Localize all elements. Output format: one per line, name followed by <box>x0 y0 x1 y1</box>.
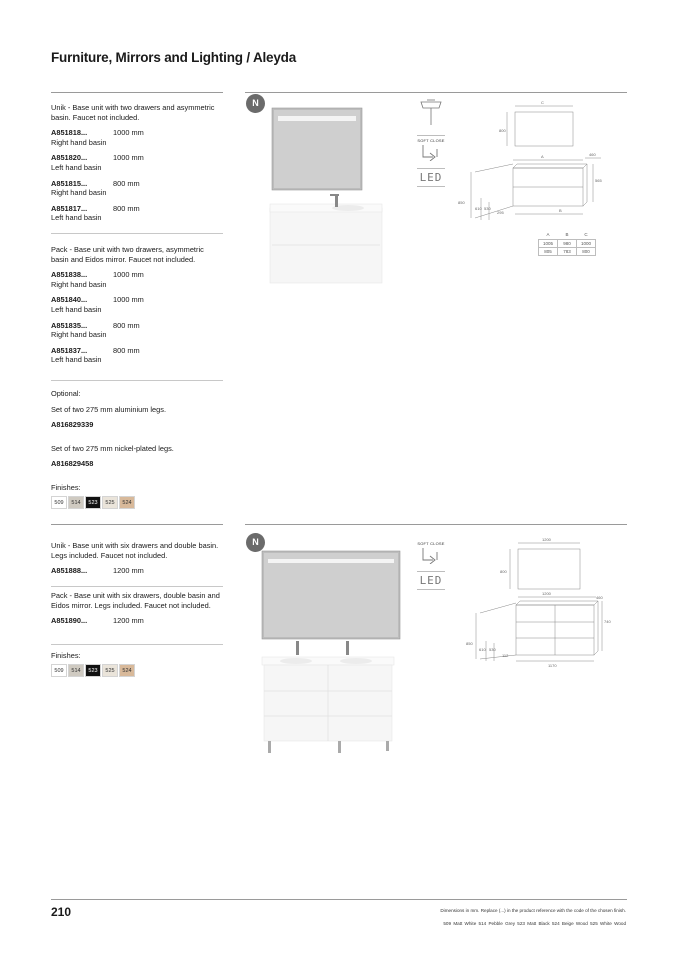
dim-label: 800 <box>500 569 507 574</box>
dim-label: B <box>559 208 562 213</box>
dimension-table <box>538 231 596 256</box>
dim-label: 112 <box>502 653 509 658</box>
finishes-label: Finishes: <box>51 482 81 492</box>
product-code: A851838... <box>51 270 88 280</box>
dim-label: A <box>541 154 544 159</box>
dim-label: C <box>541 100 544 105</box>
finish-swatch-524: 524 <box>119 496 135 509</box>
product-description: Pack - Base unit with two drawers, asymmetric basin and Eidos mirror. Faucet not included. <box>51 245 204 264</box>
dim-label: 610 <box>479 647 486 652</box>
product-item <box>51 295 223 314</box>
product-item <box>51 566 223 576</box>
product-size: 1000 mm <box>113 128 144 138</box>
dim-label: 850 <box>458 200 465 205</box>
soft-close-icon <box>417 143 445 161</box>
product-size: 1000 mm <box>113 295 144 305</box>
optional-item-code: A816829339 <box>51 420 94 430</box>
product-code: A851820... <box>51 153 88 163</box>
dim-cell: 805 <box>539 247 558 255</box>
product-item <box>51 204 223 223</box>
dim-header: C <box>584 232 588 238</box>
section2-text-column <box>51 541 223 582</box>
section2-finishes <box>51 651 223 677</box>
finish-swatch-523: 523 <box>85 496 101 509</box>
product-size: 1000 mm <box>113 270 144 280</box>
page-title: Furniture, Mirrors and Lighting / Aleyda <box>51 50 297 65</box>
product-hand: Left hand basin <box>51 213 102 223</box>
finish-swatch-523: 523 <box>85 664 101 677</box>
led-label: LED <box>419 171 443 184</box>
dim-label: 295 <box>497 210 504 215</box>
dim-cell: 1000 <box>577 239 596 247</box>
block-divider <box>51 380 223 381</box>
section2-divider-right <box>245 524 627 525</box>
block-divider <box>51 586 223 587</box>
optional-item-text: Set of two 275 mm nickel-plated legs. <box>51 443 174 453</box>
product-code: A851890... <box>51 616 88 626</box>
product-size: 800 mm <box>113 203 140 213</box>
finish-swatches <box>51 664 223 677</box>
product-hand: Right hand basin <box>51 330 107 340</box>
product-item <box>51 153 223 172</box>
product-code: A851815... <box>51 178 88 188</box>
optional-item-code: A816829458 <box>51 459 94 469</box>
product-hand: Left hand basin <box>51 355 102 365</box>
section2-pack-column <box>51 591 223 632</box>
feature-icons <box>417 98 445 189</box>
product-hand: Left hand basin <box>51 162 102 172</box>
icon-separator <box>417 135 445 136</box>
product-hand: Right hand basin <box>51 279 107 289</box>
icon-separator <box>417 571 445 572</box>
finish-legend: 509 Matt White 514 Pebble Grey 523 Matt Black 524 Beige Wood 525 White Wood <box>443 921 626 926</box>
dim-cell: 980 <box>558 239 577 247</box>
section1-divider-left <box>51 92 223 93</box>
product-size: 1200 mm <box>113 616 144 626</box>
footer-divider <box>51 899 627 900</box>
optional-label: Optional: <box>51 389 81 398</box>
product-code: A851837... <box>51 345 88 355</box>
product-item <box>51 321 223 340</box>
finish-swatch-525: 525 <box>102 496 118 509</box>
dim-label: 1170 <box>548 663 557 668</box>
technical-drawing-six-drawer <box>462 537 617 672</box>
product-size: 800 mm <box>113 178 140 188</box>
product-item <box>51 270 223 289</box>
dim-label: 530 <box>489 647 496 652</box>
product-size: 1000 mm <box>113 153 144 163</box>
section1-pack-column <box>51 245 223 371</box>
dim-label: 800 <box>499 128 506 133</box>
finishes-label: Finishes: <box>51 651 81 660</box>
dim-label: 1200 <box>542 537 551 542</box>
icon-separator <box>417 168 445 169</box>
finish-swatch-514: 514 <box>68 664 84 677</box>
section2-divider-left <box>51 524 223 525</box>
product-hand: Right hand basin <box>51 137 107 147</box>
product-code: A851835... <box>51 320 88 330</box>
product-item <box>51 128 223 147</box>
soft-close-label: SOFT CLOSE <box>417 541 445 546</box>
dim-label: 1200 <box>542 591 551 596</box>
dim-header: B <box>565 232 569 238</box>
dim-label: 460 <box>589 152 596 157</box>
product-item <box>51 346 223 365</box>
product-code: A851888... <box>51 566 88 576</box>
product-description: Unik - Base unit with two drawers and asymmetric basin. Faucet not included. <box>51 103 215 122</box>
product-hand: Left hand basin <box>51 304 102 314</box>
product-code: A851817... <box>51 203 88 213</box>
dim-cell: 800 <box>577 247 596 255</box>
product-item <box>51 179 223 198</box>
product-size: 1200 mm <box>113 566 144 576</box>
finish-swatch-525: 525 <box>102 664 118 677</box>
technical-drawing-two-drawer <box>455 98 620 233</box>
dim-label: 530 <box>484 206 491 211</box>
finish-swatch-524: 524 <box>119 664 135 677</box>
wall-mount-icon <box>417 98 445 128</box>
new-badge: N <box>246 94 265 113</box>
product-description: Pack - Base unit with six drawers, double basin and Eidos mirror. Legs included. Faucet not included. <box>51 591 220 610</box>
finish-swatch-509: 509 <box>51 664 67 677</box>
product-photo-two-drawer <box>260 100 385 285</box>
icon-separator <box>417 186 445 187</box>
page-number: 210 <box>51 905 72 919</box>
block-divider <box>51 644 223 645</box>
footer-note: Dimensions in mm. Replace (...) in the product reference with the code of the chosen finish. <box>440 908 626 913</box>
dim-cell: 783 <box>558 247 577 255</box>
new-badge: N <box>246 533 265 552</box>
dim-label: 740 <box>604 619 611 624</box>
product-hand: Right hand basin <box>51 188 107 198</box>
optional-item-text: Set of two 275 mm aluminium legs. <box>51 404 167 414</box>
product-size: 800 mm <box>113 320 140 330</box>
section1-divider-right <box>245 92 627 93</box>
soft-close-icon <box>417 546 445 564</box>
product-size: 800 mm <box>113 345 140 355</box>
cabinet <box>270 208 382 283</box>
dim-header: A <box>546 232 550 238</box>
dim-label: 565 <box>595 178 602 183</box>
dim-label: 460 <box>596 595 603 600</box>
product-code: A851818... <box>51 128 88 138</box>
led-label: LED <box>419 574 443 587</box>
icon-separator <box>417 589 445 590</box>
product-description: Unik - Base unit with six drawers and double basin. Legs included. Faucet not included. <box>51 541 219 560</box>
finish-swatches <box>51 496 223 509</box>
finish-swatch-509: 509 <box>51 496 67 509</box>
dim-cell: 1005 <box>539 239 558 247</box>
dim-label: 610 <box>475 206 482 211</box>
finish-swatch-514: 514 <box>68 496 84 509</box>
feature-icons <box>417 541 445 592</box>
product-code: A851840... <box>51 295 88 305</box>
section1-text-column <box>51 103 223 229</box>
product-photo-six-drawer <box>258 545 408 755</box>
soft-close-label: SOFT CLOSE <box>417 138 445 143</box>
product-item <box>51 616 223 626</box>
block-divider <box>51 233 223 234</box>
dim-label: 850 <box>466 641 473 646</box>
optional-accessories <box>51 389 223 509</box>
